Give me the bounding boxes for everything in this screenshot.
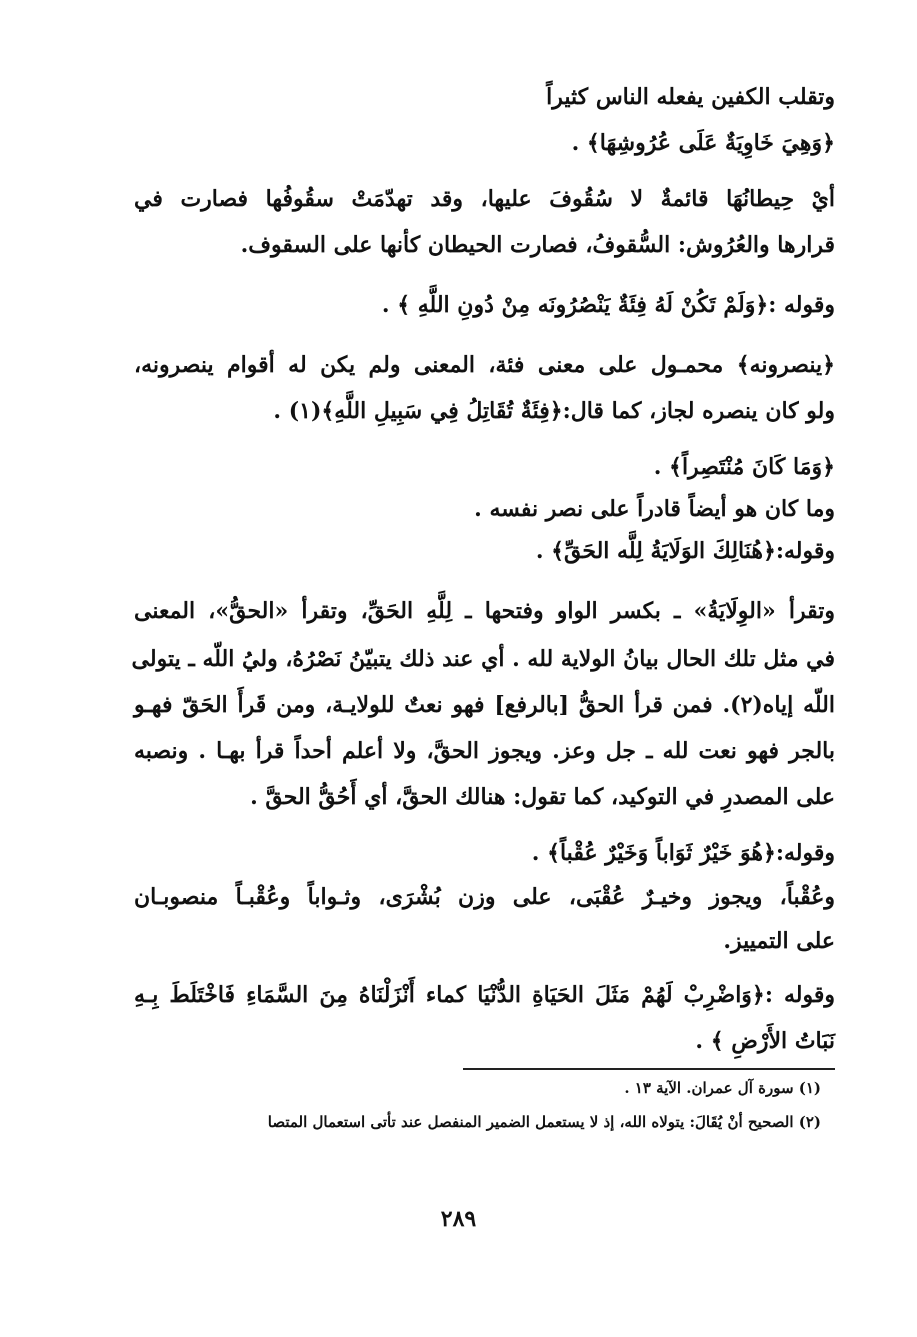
text-line-10: في مثل تلك الحال بيانُ الولاية لله . أي عند ذلك يتبيّنُ نَصْرُهُ، وليُ اللّه ـ يتولى: [131, 646, 835, 672]
text-line-2: أيْ حِيطانُهَا قائمةٌ لا سُقُوفَ عليها، وقد تهدّمَتْ سقُوفُها فصارت في: [134, 186, 835, 212]
text-line-4: وقوله :﴿وَلَمْ تَكُنْ لَهُ فِئَةٌ يَنْصُرُونَه مِنْ دُونِ اللَّهِ ﴾ .: [381, 292, 835, 318]
text-line-12: بالجر فهو نعت لله ـ جل وعز. ويجوز الحقَّ، ولا أعلم أحداً قرأ بهـا . ونصبه: [134, 738, 835, 764]
text-line-18: نَبَاتُ الأَرْضِ ﴾ .: [695, 1028, 835, 1054]
page-number: ٢٨٩: [440, 1206, 477, 1232]
verse-line-2: ﴿وَمَا كَانَ مُنْتَصِراً﴾ .: [653, 454, 835, 480]
text-line-11: اللّه إياه(٢). فمن قرأ الحقُّ [بالرفع] فهو نعتٌ للولايـة، ومن قَرأَ الحَقّ فهـو: [134, 692, 835, 718]
text-line-7: وما كان هو أيضاً قادراً على نصر نفسه .: [474, 496, 835, 522]
footnote-separator: [463, 1068, 835, 1070]
text-line-3: قرارها والعُرُوش: السُّقوفُ، فصارت الحيطان كأنها على السقوف.: [240, 232, 835, 258]
text-line-15: وعُقْباً، ويجوز وخيـرٌ عُقْبَى، على وزن بُشْرَى، وثـواباً وعُقْبـاً منصوبـان: [134, 884, 835, 910]
footnote-2: (٢) الصحيح أنْ يُقَالَ: يتولاه الله، إذ لا يستعمل الضمير المنفصل عند تأتى استعمال المتصا: [267, 1113, 821, 1131]
verse-line-1: ﴿وَهِيَ خَاوِيَةٌ عَلَى عُرُوشِهَا﴾ .: [571, 130, 835, 156]
text-line-16: على التمييز.: [723, 928, 835, 954]
text-line-5: ﴿ينصرونه﴾ محمـول على معنى فئة، المعنى ولم يكن له أقوام ينصرونه،: [134, 352, 835, 378]
text-line-1: وتقلب الكفين يفعله الناس كثيراً: [546, 84, 835, 110]
text-line-17: وقوله :﴿وَاضْرِبْ لَهُمْ مَثَلَ الحَيَاةِ الدُّنْيَا كماء أَنْزَلْنَاهُ مِنَ السَّمَاءِ فَاخْتَلَطَ بِـهِ: [134, 982, 835, 1008]
text-line-6: ولو كان ينصره لجاز، كما قال:﴿فِئَةٌ تُقَاتِلُ فِي سَبِيلِ اللَّهِ﴾(١) .: [273, 398, 835, 424]
text-line-8: وقوله:﴿هُنَالِكَ الوَلَايَةُ لِلَّه الحَقِّ﴾ .: [535, 538, 835, 564]
footnote-1: (١) سورة آل عمران. الآية ١٣ .: [624, 1079, 821, 1097]
text-line-13: على المصدرِ في التوكيد، كما تقول: هنالك الحقَّ، أي أَحُقُّ الحقَّ .: [250, 784, 835, 810]
text-line-14: وقوله:﴿هُوَ خَيْرٌ ثَوَاباً وَخَيْرٌ عُقْباً﴾ .: [531, 840, 835, 866]
text-line-9: وتقرأ «الوِلَايَةُ» ـ بكسر الواو وفتحها ـ لِلَّهِ الحَقِّ، وتقرأ «الحقُّ»، المعنى: [134, 598, 835, 624]
